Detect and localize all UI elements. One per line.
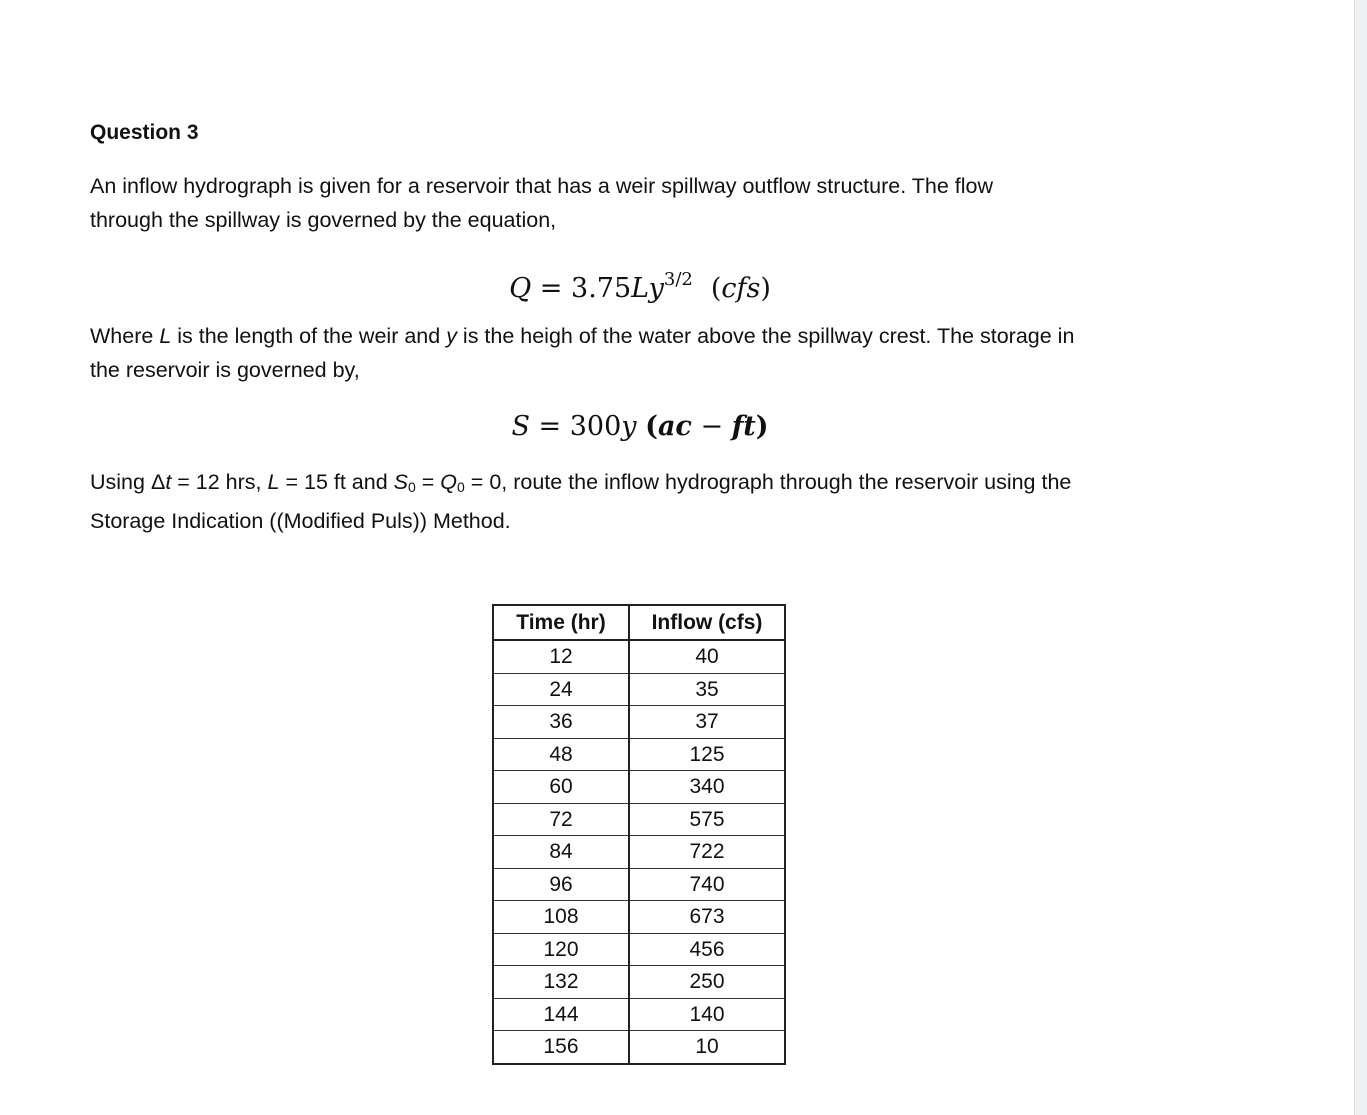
inflow-hydrograph-table <box>492 604 786 1065</box>
time-cell: 156 <box>493 1031 629 1064</box>
time-cell: 132 <box>493 966 629 999</box>
eq2-minus: − <box>700 411 724 442</box>
eq2-equals: = <box>538 411 562 442</box>
table-row <box>493 1031 785 1064</box>
eq2-coefficient: 300 <box>569 411 622 442</box>
eq1-var-y: y <box>648 273 664 304</box>
inst-text-2: = 12 hrs, <box>171 470 268 494</box>
inst-text-5: = 0, route the inflow hydrograph through the reservoir using the <box>464 470 1072 494</box>
inst-line-2: Storage Indication ((Modified Puls)) Method. <box>90 509 511 533</box>
eq1-var-L: L <box>631 273 649 304</box>
eq1-coefficient: 3.75 <box>571 273 632 304</box>
inst-text-1: Using Δ <box>90 470 166 494</box>
instruction-paragraph <box>90 465 1210 538</box>
def-var-L: L <box>159 324 172 348</box>
eq2-lhs: S <box>511 411 530 442</box>
inflow-cell: 140 <box>629 998 785 1031</box>
inflow-cell: 340 <box>629 771 785 804</box>
time-cell: 84 <box>493 836 629 869</box>
inflow-cell: 740 <box>629 868 785 901</box>
header-time: Time (hr) <box>493 605 629 640</box>
eq1-equals: = <box>539 273 563 304</box>
time-cell: 24 <box>493 673 629 706</box>
inst-var-Q: Q <box>440 470 458 494</box>
time-cell: 48 <box>493 738 629 771</box>
spillway-flow-equation <box>0 262 1280 307</box>
time-cell: 60 <box>493 771 629 804</box>
intro-line-2: through the spillway is governed by the equation, <box>90 208 557 232</box>
definition-paragraph <box>90 319 1210 387</box>
inflow-cell: 10 <box>629 1031 785 1064</box>
inflow-cell: 250 <box>629 966 785 999</box>
inflow-cell: 575 <box>629 803 785 836</box>
def-line-2: the reservoir is governed by, <box>90 358 360 382</box>
eq2-var-y: y <box>621 411 637 442</box>
inflow-cell: 125 <box>629 738 785 771</box>
table-header-row <box>493 605 785 640</box>
table-row <box>493 998 785 1031</box>
table-row <box>493 738 785 771</box>
inflow-cell: 456 <box>629 933 785 966</box>
time-cell: 72 <box>493 803 629 836</box>
time-cell: 108 <box>493 901 629 934</box>
inst-var-L: L <box>267 470 280 494</box>
inst-text-4: = <box>415 470 441 494</box>
vertical-scrollbar[interactable] <box>1354 0 1367 1115</box>
table-row <box>493 836 785 869</box>
inflow-cell: 40 <box>629 640 785 673</box>
def-text-3: is the heigh of the water above the spillway crest. The storage in <box>456 324 1075 348</box>
table-row <box>493 771 785 804</box>
inst-var-S: S <box>393 470 408 494</box>
time-cell: 144 <box>493 998 629 1031</box>
eq1-lhs: Q <box>509 273 532 304</box>
inflow-cell: 673 <box>629 901 785 934</box>
table-row <box>493 966 785 999</box>
eq1-exponent: 3/2 <box>663 269 693 290</box>
inst-sub-Q: 0 <box>457 479 465 495</box>
time-cell: 12 <box>493 640 629 673</box>
eq1-units-close: ) <box>760 273 771 304</box>
time-cell: 120 <box>493 933 629 966</box>
eq1-units: cfs <box>721 273 761 304</box>
def-var-y: y <box>446 324 457 348</box>
def-text-2: is the length of the weir and <box>171 324 447 348</box>
eq1-units-open: ( <box>710 273 722 304</box>
table-row <box>493 901 785 934</box>
inflow-cell: 722 <box>629 836 785 869</box>
table-row <box>493 706 785 739</box>
table-row <box>493 673 785 706</box>
table-row <box>493 868 785 901</box>
table-row <box>493 640 785 673</box>
eq2-units-a: ac <box>657 411 692 442</box>
def-text-1: Where <box>90 324 160 348</box>
intro-paragraph <box>90 169 1210 237</box>
inst-var-t: t <box>165 470 172 494</box>
inst-sub-S: 0 <box>407 479 416 495</box>
eq2-units-b: ft <box>731 411 756 442</box>
table-row <box>493 803 785 836</box>
header-inflow: Inflow (cfs) <box>629 605 785 640</box>
time-cell: 96 <box>493 868 629 901</box>
inflow-cell: 35 <box>629 673 785 706</box>
question-heading: Question 3 <box>90 121 199 144</box>
eq2-units-open: ( <box>645 411 658 442</box>
inflow-cell: 37 <box>629 706 785 739</box>
storage-equation <box>0 409 1280 445</box>
time-cell: 36 <box>493 706 629 739</box>
eq2-units-close: ) <box>755 411 769 442</box>
table-row <box>493 933 785 966</box>
inst-text-3: = 15 ft and <box>279 470 394 494</box>
intro-line-1: An inflow hydrograph is given for a reservoir that has a weir spillway outflow structure. The flow <box>90 174 994 198</box>
